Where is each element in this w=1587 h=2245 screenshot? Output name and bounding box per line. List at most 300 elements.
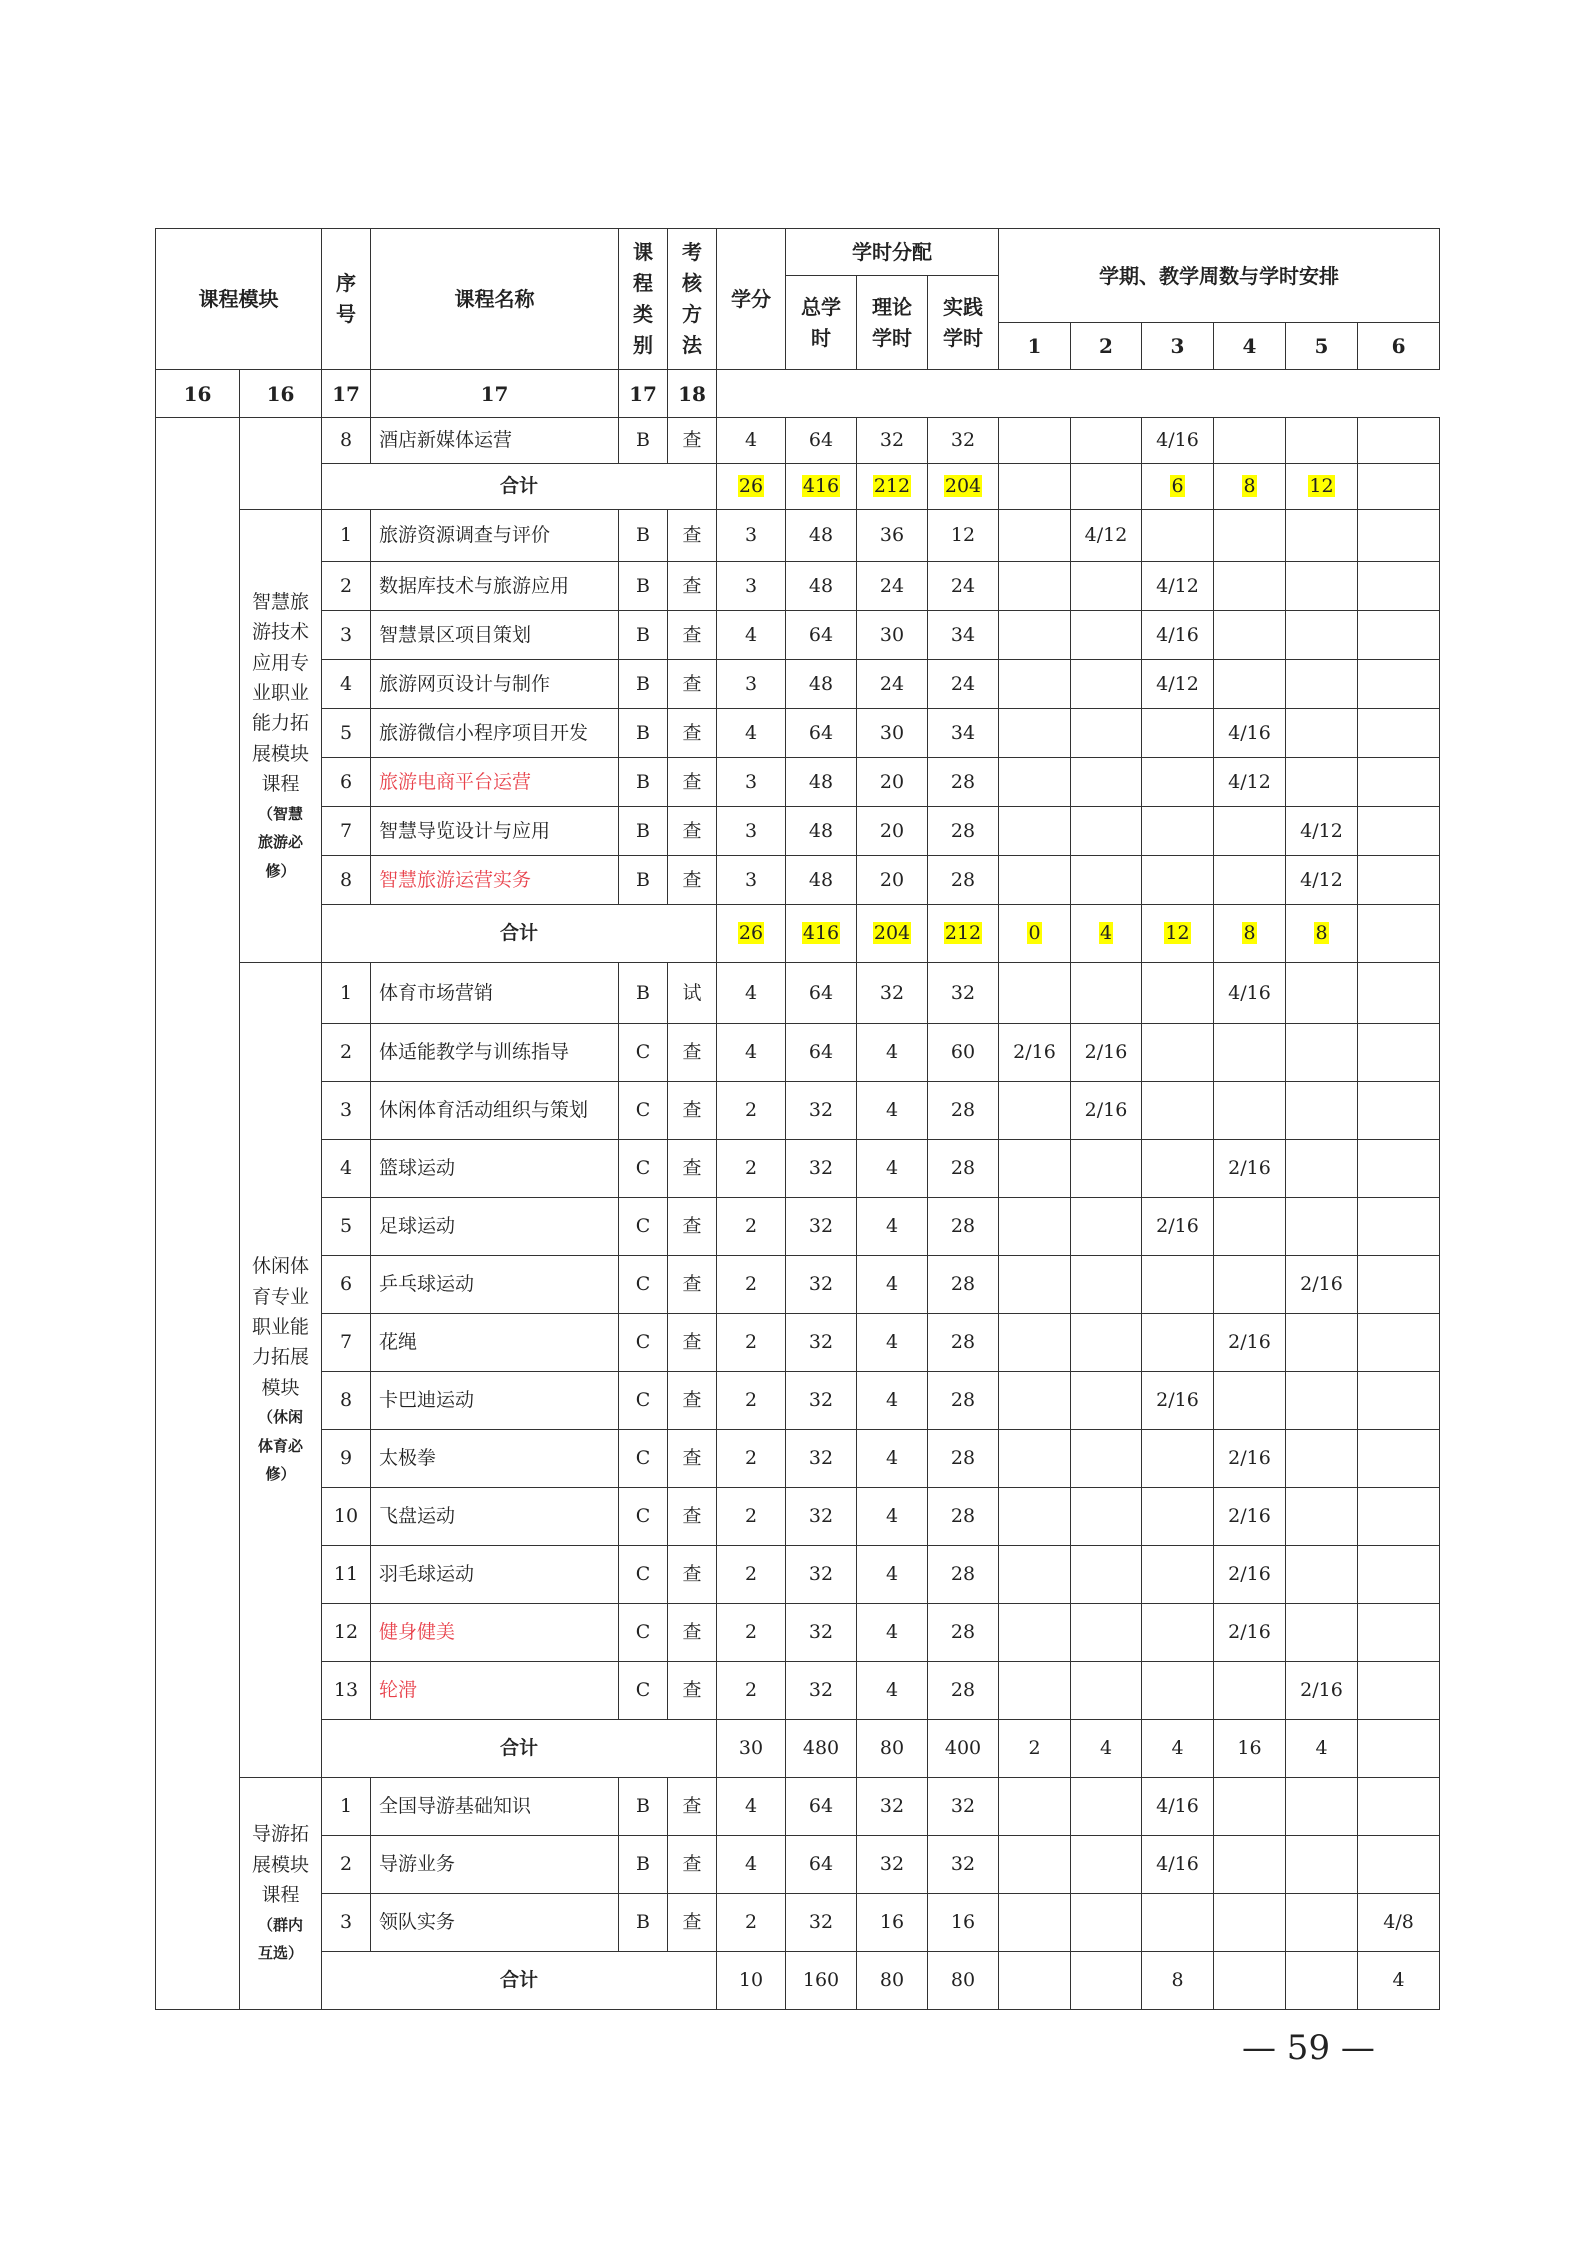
course-row xyxy=(156,1778,1440,1836)
term-2-hours xyxy=(1071,1372,1142,1430)
term-4-hours: 2/16 xyxy=(1214,1488,1286,1546)
practice-hours: 60 xyxy=(928,1024,999,1082)
theory-hours: 32 xyxy=(857,963,928,1024)
subtotal-total-hours: 480 xyxy=(786,1720,857,1778)
subtotal-label: 合计 xyxy=(322,464,717,510)
header-total: 总学时 xyxy=(786,276,857,370)
course-name: 全国导游基础知识 xyxy=(371,1778,619,1836)
course-name: 旅游微信小程序项目开发 xyxy=(371,709,619,758)
theory-hours: 4 xyxy=(857,1546,928,1604)
subtotal-term-4 xyxy=(1214,905,1286,963)
practice-hours: 34 xyxy=(928,611,999,660)
course-credit: 3 xyxy=(717,758,786,807)
header-credit: 学分 xyxy=(717,229,786,370)
course-credit: 4 xyxy=(717,963,786,1024)
term-4-hours: 4/16 xyxy=(1214,963,1286,1024)
course-credit: 4 xyxy=(717,1778,786,1836)
header-term-1: 1 xyxy=(999,323,1071,370)
term-5-hours xyxy=(1286,1372,1358,1430)
term-4-hours xyxy=(1214,1198,1286,1256)
course-name: 领队实务 xyxy=(371,1894,619,1952)
subtotal-term-3 xyxy=(1142,905,1214,963)
total-hours: 32 xyxy=(786,1372,857,1430)
course-credit: 2 xyxy=(717,1546,786,1604)
header-term-4: 4 xyxy=(1214,323,1286,370)
total-hours: 64 xyxy=(786,611,857,660)
term-6-hours xyxy=(1358,510,1440,562)
term-3-hours xyxy=(1142,1604,1214,1662)
exam-method: 查 xyxy=(668,1430,717,1488)
course-credit: 4 xyxy=(717,611,786,660)
theory-hours: 4 xyxy=(857,1140,928,1198)
term-2-hours: 2/16 xyxy=(1071,1024,1142,1082)
term-4-hours xyxy=(1214,1894,1286,1952)
subtotal-term-3: 8 xyxy=(1142,1952,1214,2010)
header-week-5: 17 xyxy=(619,370,668,418)
course-type: C xyxy=(619,1662,668,1720)
practice-hours: 28 xyxy=(928,1314,999,1372)
practice-hours: 32 xyxy=(928,1836,999,1894)
term-5-hours xyxy=(1286,1024,1358,1082)
total-hours: 64 xyxy=(786,963,857,1024)
term-3-hours xyxy=(1142,510,1214,562)
course-type: B xyxy=(619,510,668,562)
module-note-line: （智慧 xyxy=(257,804,303,823)
term-4-hours: 2/16 xyxy=(1214,1546,1286,1604)
subtotal-term-2 xyxy=(1071,905,1142,963)
term-5-hours xyxy=(1286,1894,1358,1952)
subtotal-term-1: 2 xyxy=(999,1720,1071,1778)
term-4-hours xyxy=(1214,1372,1286,1430)
term-6-hours xyxy=(1358,660,1440,709)
module-note-line: （群内 xyxy=(257,1915,303,1934)
course-row xyxy=(156,1894,1440,1952)
term-3-hours xyxy=(1142,1024,1214,1082)
theory-hours: 24 xyxy=(857,660,928,709)
practice-hours: 28 xyxy=(928,1256,999,1314)
course-name: 智慧导览设计与应用 xyxy=(371,807,619,856)
course-name: 体育市场营销 xyxy=(371,963,619,1024)
course-credit: 3 xyxy=(717,856,786,905)
course-type: C xyxy=(619,1140,668,1198)
course-row xyxy=(156,1546,1440,1604)
term-2-hours xyxy=(1071,709,1142,758)
course-name: 智慧旅游运营实务 xyxy=(371,856,619,905)
term-6-hours xyxy=(1358,1372,1440,1430)
subtotal-credit: 10 xyxy=(717,1952,786,2010)
term-6-hours xyxy=(1358,1198,1440,1256)
term-5-hours xyxy=(1286,1778,1358,1836)
subtotal-label: 合计 xyxy=(322,1952,717,2010)
course-type: C xyxy=(619,1256,668,1314)
course-name: 体适能教学与训练指导 xyxy=(371,1024,619,1082)
course-row xyxy=(156,709,1440,758)
practice-hours: 32 xyxy=(928,963,999,1024)
subtotal-label: 合计 xyxy=(322,905,717,963)
course-type: C xyxy=(619,1372,668,1430)
subtotal-term-4 xyxy=(1214,1952,1286,2010)
term-1-hours xyxy=(999,660,1071,709)
term-2-hours: 2/16 xyxy=(1071,1082,1142,1140)
course-type: C xyxy=(619,1082,668,1140)
course-credit: 2 xyxy=(717,1140,786,1198)
term-2-hours xyxy=(1071,611,1142,660)
term-3-hours: 4/16 xyxy=(1142,611,1214,660)
term-3-hours xyxy=(1142,963,1214,1024)
theory-hours: 4 xyxy=(857,1314,928,1372)
theory-hours: 4 xyxy=(857,1024,928,1082)
practice-hours: 34 xyxy=(928,709,999,758)
header-week-1: 16 xyxy=(156,370,240,418)
module-name-line: 模块 xyxy=(261,1376,300,1399)
theory-hours: 20 xyxy=(857,856,928,905)
practice-hours: 28 xyxy=(928,1430,999,1488)
header-name: 课程名称 xyxy=(371,229,619,370)
total-hours: 64 xyxy=(786,418,857,464)
header-week-6: 18 xyxy=(668,370,717,418)
subtotal-term-1-highlight: 0 xyxy=(1028,922,1041,945)
total-hours: 64 xyxy=(786,709,857,758)
subtotal-term-6 xyxy=(1358,464,1440,510)
header-theory: 理论学时 xyxy=(857,276,928,370)
course-row xyxy=(156,758,1440,807)
course-credit: 2 xyxy=(717,1430,786,1488)
course-type: B xyxy=(619,1894,668,1952)
course-no: 11 xyxy=(322,1546,371,1604)
total-hours: 48 xyxy=(786,660,857,709)
theory-hours: 16 xyxy=(857,1894,928,1952)
course-credit: 2 xyxy=(717,1314,786,1372)
term-1-hours xyxy=(999,1894,1071,1952)
exam-method: 查 xyxy=(668,611,717,660)
exam-method: 查 xyxy=(668,1140,717,1198)
course-name: 羽毛球运动 xyxy=(371,1546,619,1604)
term-1-hours xyxy=(999,709,1071,758)
term-3-hours xyxy=(1142,1314,1214,1372)
term-2-hours xyxy=(1071,963,1142,1024)
subtotal-theory-hours xyxy=(857,905,928,963)
term-1-hours xyxy=(999,1662,1071,1720)
total-hours: 64 xyxy=(786,1778,857,1836)
term-5-hours xyxy=(1286,611,1358,660)
course-name: 花绳 xyxy=(371,1314,619,1372)
total-hours: 48 xyxy=(786,856,857,905)
term-1-hours xyxy=(999,1140,1071,1198)
term-6-hours xyxy=(1358,1082,1440,1140)
subtotal-term-4: 16 xyxy=(1214,1720,1286,1778)
practice-hours: 28 xyxy=(928,807,999,856)
subtotal-term-4 xyxy=(1214,464,1286,510)
subtotal-practice-hours-highlight: 204 xyxy=(944,475,982,498)
term-2-hours xyxy=(1071,1778,1142,1836)
term-1-hours xyxy=(999,611,1071,660)
theory-hours: 32 xyxy=(857,418,928,464)
term-6-hours xyxy=(1358,418,1440,464)
exam-method: 查 xyxy=(668,1314,717,1372)
total-hours: 32 xyxy=(786,1198,857,1256)
course-type: C xyxy=(619,1430,668,1488)
theory-hours: 4 xyxy=(857,1662,928,1720)
term-5-hours xyxy=(1286,1140,1358,1198)
module-name-line: 课程 xyxy=(261,1884,300,1907)
theory-hours: 4 xyxy=(857,1082,928,1140)
course-row xyxy=(156,1140,1440,1198)
course-name: 智慧景区项目策划 xyxy=(371,611,619,660)
course-no: 10 xyxy=(322,1488,371,1546)
exam-method: 查 xyxy=(668,510,717,562)
term-2-hours xyxy=(1071,418,1142,464)
subtotal-term-3: 4 xyxy=(1142,1720,1214,1778)
term-1-hours xyxy=(999,1198,1071,1256)
exam-method: 查 xyxy=(668,1604,717,1662)
term-1-hours xyxy=(999,1546,1071,1604)
subtotal-credit: 30 xyxy=(717,1720,786,1778)
subtotal-theory-hours-highlight: 212 xyxy=(873,475,911,498)
term-2-hours: 4/12 xyxy=(1071,510,1142,562)
module-name-line: 力拓展 xyxy=(251,1346,309,1369)
term-1-hours xyxy=(999,1314,1071,1372)
term-2-hours xyxy=(1071,1140,1142,1198)
subtotal-term-5-highlight: 12 xyxy=(1309,475,1334,498)
page-number: — 59 — xyxy=(1242,2028,1375,2068)
course-no: 6 xyxy=(322,758,371,807)
term-4-hours xyxy=(1214,660,1286,709)
term-2-hours xyxy=(1071,1198,1142,1256)
total-hours: 64 xyxy=(786,1024,857,1082)
term-3-hours: 4/16 xyxy=(1142,1836,1214,1894)
course-credit: 3 xyxy=(717,562,786,611)
term-1-hours xyxy=(999,562,1071,611)
exam-method: 查 xyxy=(668,1894,717,1952)
term-6-hours xyxy=(1358,1662,1440,1720)
term-5-hours: 4/12 xyxy=(1286,807,1358,856)
course-no: 2 xyxy=(322,562,371,611)
course-name: 轮滑 xyxy=(371,1662,619,1720)
term-5-hours xyxy=(1286,660,1358,709)
term-6-hours: 4/8 xyxy=(1358,1894,1440,1952)
course-row xyxy=(156,856,1440,905)
subtotal-theory-hours: 80 xyxy=(857,1952,928,2010)
subtotal-total-hours: 160 xyxy=(786,1952,857,2010)
course-no: 2 xyxy=(322,1024,371,1082)
course-name: 足球运动 xyxy=(371,1198,619,1256)
subtotal-total-hours xyxy=(786,905,857,963)
subtotal-practice-hours: 400 xyxy=(928,1720,999,1778)
term-1-hours xyxy=(999,807,1071,856)
term-1-hours xyxy=(999,1430,1071,1488)
term-4-hours xyxy=(1214,856,1286,905)
subtotal-term-3-highlight: 6 xyxy=(1171,475,1184,498)
term-4-hours xyxy=(1214,807,1286,856)
term-2-hours xyxy=(1071,1546,1142,1604)
course-type: B xyxy=(619,418,668,464)
term-6-hours xyxy=(1358,1024,1440,1082)
subtotal-practice-hours-highlight: 212 xyxy=(944,922,982,945)
term-4-hours: 2/16 xyxy=(1214,1604,1286,1662)
term-5-hours xyxy=(1286,1488,1358,1546)
course-type: B xyxy=(619,709,668,758)
practice-hours: 32 xyxy=(928,418,999,464)
course-type: B xyxy=(619,807,668,856)
term-3-hours xyxy=(1142,807,1214,856)
term-6-hours xyxy=(1358,1836,1440,1894)
exam-method: 查 xyxy=(668,1372,717,1430)
course-no: 2 xyxy=(322,1836,371,1894)
course-row xyxy=(156,1024,1440,1082)
subtotal-label: 合计 xyxy=(322,1720,717,1778)
term-2-hours xyxy=(1071,1256,1142,1314)
term-4-hours xyxy=(1214,1256,1286,1314)
term-1-hours xyxy=(999,1604,1071,1662)
module-name-line: 应用专 xyxy=(251,651,309,674)
subtotal-term-6 xyxy=(1358,905,1440,963)
theory-hours: 32 xyxy=(857,1778,928,1836)
module-name-line: 导游拓 xyxy=(251,1823,309,1846)
course-row xyxy=(156,963,1440,1024)
total-hours: 48 xyxy=(786,510,857,562)
term-3-hours xyxy=(1142,1546,1214,1604)
course-no: 1 xyxy=(322,1778,371,1836)
practice-hours: 28 xyxy=(928,1140,999,1198)
course-row xyxy=(156,1604,1440,1662)
course-row xyxy=(156,1488,1440,1546)
theory-hours: 4 xyxy=(857,1256,928,1314)
course-no: 4 xyxy=(322,660,371,709)
subtotal-term-1 xyxy=(999,1952,1071,2010)
theory-hours: 4 xyxy=(857,1488,928,1546)
subtotal-term-5 xyxy=(1286,905,1358,963)
practice-hours: 28 xyxy=(928,1372,999,1430)
exam-method: 查 xyxy=(668,807,717,856)
subtotal-theory-hours-highlight: 204 xyxy=(873,922,911,945)
term-6-hours xyxy=(1358,758,1440,807)
course-row xyxy=(156,1314,1440,1372)
course-name: 卡巴迪运动 xyxy=(371,1372,619,1430)
term-2-hours xyxy=(1071,1894,1142,1952)
term-2-hours xyxy=(1071,1836,1142,1894)
module-note-line: （休闲 xyxy=(257,1408,303,1427)
exam-method: 试 xyxy=(668,963,717,1024)
course-name: 飞盘运动 xyxy=(371,1488,619,1546)
practice-hours: 24 xyxy=(928,660,999,709)
subtotal-credit-highlight: 26 xyxy=(738,922,764,945)
exam-method: 查 xyxy=(668,660,717,709)
header-term-5: 5 xyxy=(1286,323,1358,370)
module-name-line: 展模块 xyxy=(251,1853,309,1876)
theory-hours: 20 xyxy=(857,758,928,807)
term-3-hours xyxy=(1142,1430,1214,1488)
course-no: 1 xyxy=(322,510,371,562)
term-3-hours xyxy=(1142,1140,1214,1198)
course-credit: 2 xyxy=(717,1488,786,1546)
term-5-hours xyxy=(1286,418,1358,464)
course-row xyxy=(156,1372,1440,1430)
course-credit: 4 xyxy=(717,709,786,758)
exam-method: 查 xyxy=(668,562,717,611)
subtotal-term-2 xyxy=(1071,464,1142,510)
course-no: 5 xyxy=(322,709,371,758)
course-credit: 2 xyxy=(717,1082,786,1140)
module-name-line: 智慧旅 xyxy=(251,590,309,613)
practice-hours: 28 xyxy=(928,758,999,807)
term-4-hours xyxy=(1214,1662,1286,1720)
course-row xyxy=(156,807,1440,856)
term-5-hours xyxy=(1286,1314,1358,1372)
module-note-line: 体育必 xyxy=(257,1436,303,1455)
course-no: 1 xyxy=(322,963,371,1024)
header-hours-group: 学时分配 xyxy=(786,229,999,276)
total-hours: 32 xyxy=(786,1662,857,1720)
module-name-line: 能力拓 xyxy=(251,712,309,735)
subtotal-term-3-highlight: 12 xyxy=(1165,922,1190,945)
course-name: 篮球运动 xyxy=(371,1140,619,1198)
course-no: 13 xyxy=(322,1662,371,1720)
course-name: 数据库技术与旅游应用 xyxy=(371,562,619,611)
term-5-hours xyxy=(1286,1546,1358,1604)
course-no: 7 xyxy=(322,1314,371,1372)
course-row xyxy=(156,1198,1440,1256)
course-name: 酒店新媒体运营 xyxy=(371,418,619,464)
term-6-hours xyxy=(1358,562,1440,611)
term-3-hours xyxy=(1142,709,1214,758)
term-4-hours xyxy=(1214,1778,1286,1836)
term-4-hours: 2/16 xyxy=(1214,1140,1286,1198)
exam-method: 查 xyxy=(668,418,717,464)
table-body xyxy=(156,229,1440,2010)
module-name-line: 休闲体 xyxy=(251,1255,309,1278)
term-5-hours xyxy=(1286,963,1358,1024)
course-type: B xyxy=(619,660,668,709)
course-credit: 4 xyxy=(717,1024,786,1082)
total-hours: 32 xyxy=(786,1082,857,1140)
term-6-hours xyxy=(1358,1314,1440,1372)
term-5-hours xyxy=(1286,510,1358,562)
header-term-3: 3 xyxy=(1142,323,1214,370)
course-no: 7 xyxy=(322,807,371,856)
total-hours: 64 xyxy=(786,1836,857,1894)
theory-hours: 30 xyxy=(857,611,928,660)
total-hours: 32 xyxy=(786,1140,857,1198)
header-term-2: 2 xyxy=(1071,323,1142,370)
course-credit: 2 xyxy=(717,1604,786,1662)
subtotal-term-5: 4 xyxy=(1286,1720,1358,1778)
course-type: C xyxy=(619,1198,668,1256)
module-name-cell xyxy=(240,510,322,963)
course-credit: 2 xyxy=(717,1894,786,1952)
term-1-hours xyxy=(999,1082,1071,1140)
exam-method: 查 xyxy=(668,1256,717,1314)
term-1-hours xyxy=(999,418,1071,464)
term-5-hours: 2/16 xyxy=(1286,1662,1358,1720)
theory-hours: 4 xyxy=(857,1430,928,1488)
header-module: 课程模块 xyxy=(156,229,322,370)
term-3-hours xyxy=(1142,1894,1214,1952)
subtotal-total-hours-highlight: 416 xyxy=(802,475,840,498)
total-hours: 48 xyxy=(786,758,857,807)
practice-hours: 28 xyxy=(928,1662,999,1720)
course-credit: 2 xyxy=(717,1256,786,1314)
term-3-hours: 2/16 xyxy=(1142,1198,1214,1256)
term-3-hours xyxy=(1142,1082,1214,1140)
exam-method: 查 xyxy=(668,1488,717,1546)
term-4-hours: 2/16 xyxy=(1214,1314,1286,1372)
course-row xyxy=(156,562,1440,611)
term-5-hours xyxy=(1286,1430,1358,1488)
subtotal-row xyxy=(156,464,1440,510)
term-4-hours xyxy=(1214,1082,1286,1140)
course-no: 8 xyxy=(322,418,371,464)
course-name: 乒乓球运动 xyxy=(371,1256,619,1314)
